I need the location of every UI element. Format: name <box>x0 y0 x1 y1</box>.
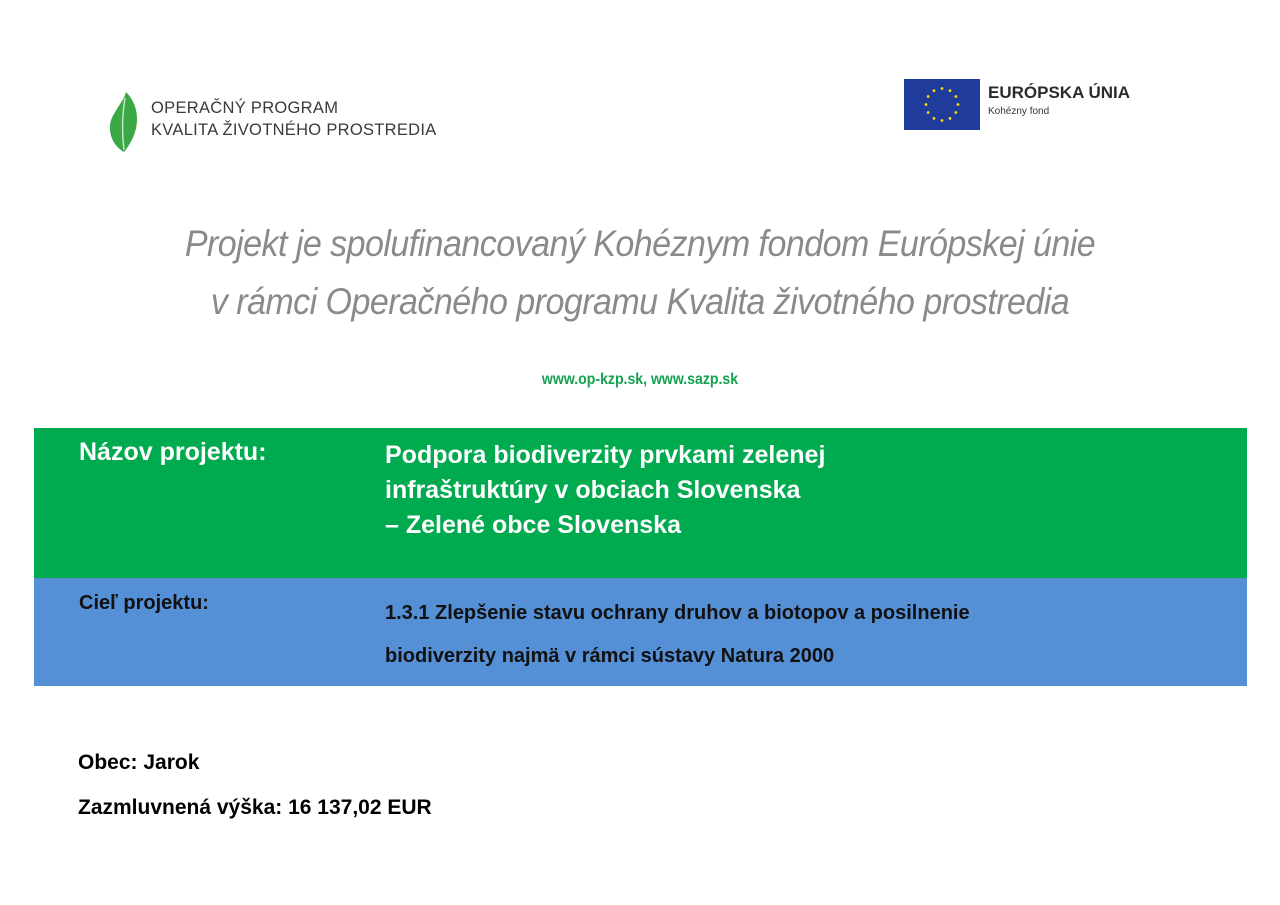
eu-logo <box>904 79 1184 131</box>
eu-title: EURÓPSKA ÚNIA <box>988 83 1130 102</box>
leaf-logo-icon <box>78 86 144 156</box>
contracted-amount: Zazmluvnená výška: 16 137,02 EUR <box>78 796 432 819</box>
project-name-line: – Zelené obce Slovenska <box>385 511 681 539</box>
tagline-line1: Projekt je spolufinancovaný Kohéznym fondom Európskej únie <box>184 223 1096 264</box>
project-goal-line: biodiverzity najmä v rámci sústavy Natura 2000 <box>385 645 835 667</box>
project-name-label: Názov projektu: <box>79 438 267 466</box>
project-name-line: Podpora biodiverzity prvkami zelenej <box>385 441 826 469</box>
eu-star <box>949 89 952 92</box>
project-name-band <box>34 428 1247 578</box>
project-goal-line: 1.3.1 Zlepšenie stavu ochrany druhov a biotopov a posilnenie <box>385 602 970 624</box>
municipality: Obec: Jarok <box>78 751 200 774</box>
project-name-line: infraštruktúry v obciach Slovenska <box>385 476 801 504</box>
eu-star <box>954 111 957 114</box>
op-kzp-logo <box>78 86 478 156</box>
project-goal-label: Cieľ projektu: <box>79 592 209 614</box>
website-links[interactable]: www.op-kzp.sk, www.sazp.sk <box>541 371 739 388</box>
eu-star <box>927 95 930 98</box>
eu-star <box>925 103 928 106</box>
eu-star <box>941 119 944 122</box>
eu-star <box>949 117 952 120</box>
op-logo-line1: OPERAČNÝ PROGRAM <box>151 99 339 117</box>
tagline-line2: v rámci Operačného programu Kvalita životného prostredia <box>210 281 1070 322</box>
project-goal-band <box>34 578 1247 686</box>
op-logo-line2: KVALITA ŽIVOTNÉHO PROSTREDIA <box>151 121 437 139</box>
eu-star <box>927 111 930 114</box>
eu-star <box>954 95 957 98</box>
eu-star <box>957 103 960 106</box>
eu-star <box>933 89 936 92</box>
project-goal-value <box>385 592 970 678</box>
eu-subtitle: Kohézny fond <box>988 106 1050 117</box>
eu-star <box>941 87 944 90</box>
eu-star <box>933 117 936 120</box>
eu-flag-icon <box>904 79 980 130</box>
project-name-value <box>385 438 825 543</box>
